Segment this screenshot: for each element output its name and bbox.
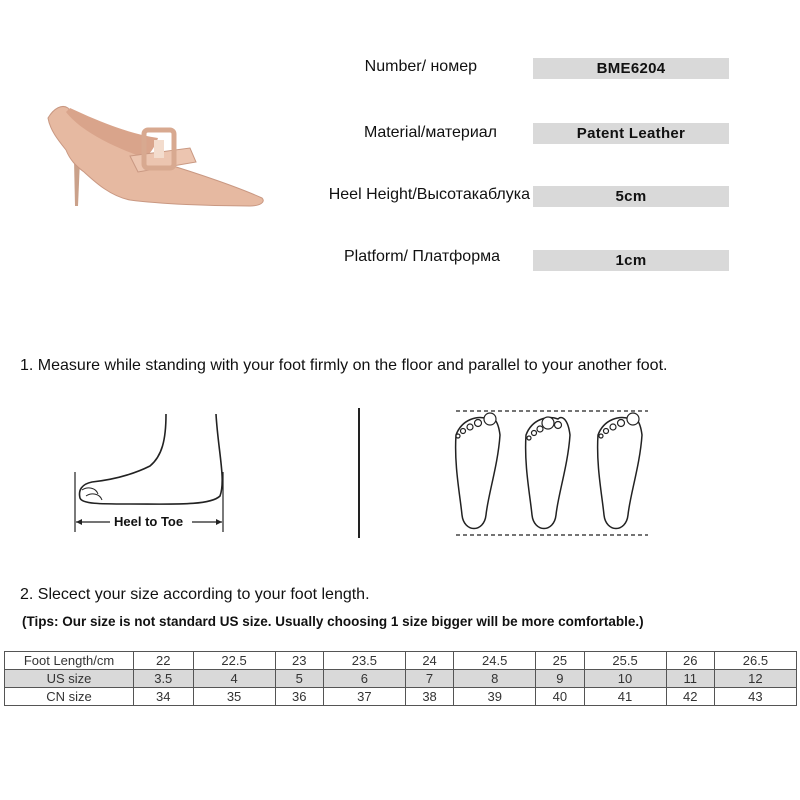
size-table — [4, 651, 797, 706]
step2-instruction: 2. Slecect your size according to your foot length. — [20, 586, 370, 603]
table-cell: 23.5 — [323, 652, 405, 670]
spec-value-heel-height: 5cm — [533, 186, 729, 207]
table-cell: 12 — [714, 670, 796, 688]
table-cell: 5 — [275, 670, 323, 688]
row-header-foot-length: Foot Length/cm — [5, 652, 134, 670]
table-cell: 24 — [405, 652, 453, 670]
table-cell: 43 — [714, 688, 796, 706]
table-cell: 24.5 — [454, 652, 536, 670]
spec-label-heel-height: Heel Height/Высотакаблука — [328, 186, 530, 203]
table-cell: 36 — [275, 688, 323, 706]
table-cell: 25 — [536, 652, 584, 670]
spec-label-platform: Platform/ Платформа — [343, 248, 500, 265]
spec-label-material: Material/материал — [363, 124, 497, 141]
table-row — [5, 670, 797, 688]
spec-label-number: Number/ номер — [364, 58, 477, 75]
spec-value-number: BME6204 — [533, 58, 729, 79]
table-cell: 10 — [584, 670, 666, 688]
table-row — [5, 688, 797, 706]
table-cell: 39 — [454, 688, 536, 706]
table-cell: 11 — [666, 670, 714, 688]
shoe-image — [40, 100, 270, 215]
spec-value-platform: 1cm — [533, 250, 729, 271]
spec-value-material: Patent Leather — [533, 123, 729, 144]
size-tips: (Tips: Our size is not standard US size. Usually choosing 1 size bigger will be more comfortable.) — [22, 614, 644, 629]
table-cell: 7 — [405, 670, 453, 688]
table-cell: 37 — [323, 688, 405, 706]
table-cell: 3.5 — [134, 670, 194, 688]
table-cell: 41 — [584, 688, 666, 706]
table-cell: 22.5 — [193, 652, 275, 670]
heel-to-toe-label: Heel to Toe — [114, 514, 184, 529]
table-cell: 6 — [323, 670, 405, 688]
table-cell: 4 — [193, 670, 275, 688]
table-cell: 34 — [134, 688, 194, 706]
row-header-cn-size: CN size — [5, 688, 134, 706]
table-cell: 23 — [275, 652, 323, 670]
step1-instruction: 1. Measure while standing with your foot firmly on the floor and parallel to your another foot. — [20, 357, 668, 374]
row-header-us-size: US size — [5, 670, 134, 688]
table-cell: 26 — [666, 652, 714, 670]
top-feet-diagram — [448, 405, 658, 545]
table-cell: 26.5 — [714, 652, 796, 670]
table-cell: 8 — [454, 670, 536, 688]
table-cell: 38 — [405, 688, 453, 706]
table-cell: 40 — [536, 688, 584, 706]
table-cell: 35 — [193, 688, 275, 706]
divider — [358, 408, 360, 538]
table-cell: 22 — [134, 652, 194, 670]
table-cell: 9 — [536, 670, 584, 688]
table-cell: 25.5 — [584, 652, 666, 670]
table-row — [5, 652, 797, 670]
table-cell: 42 — [666, 688, 714, 706]
